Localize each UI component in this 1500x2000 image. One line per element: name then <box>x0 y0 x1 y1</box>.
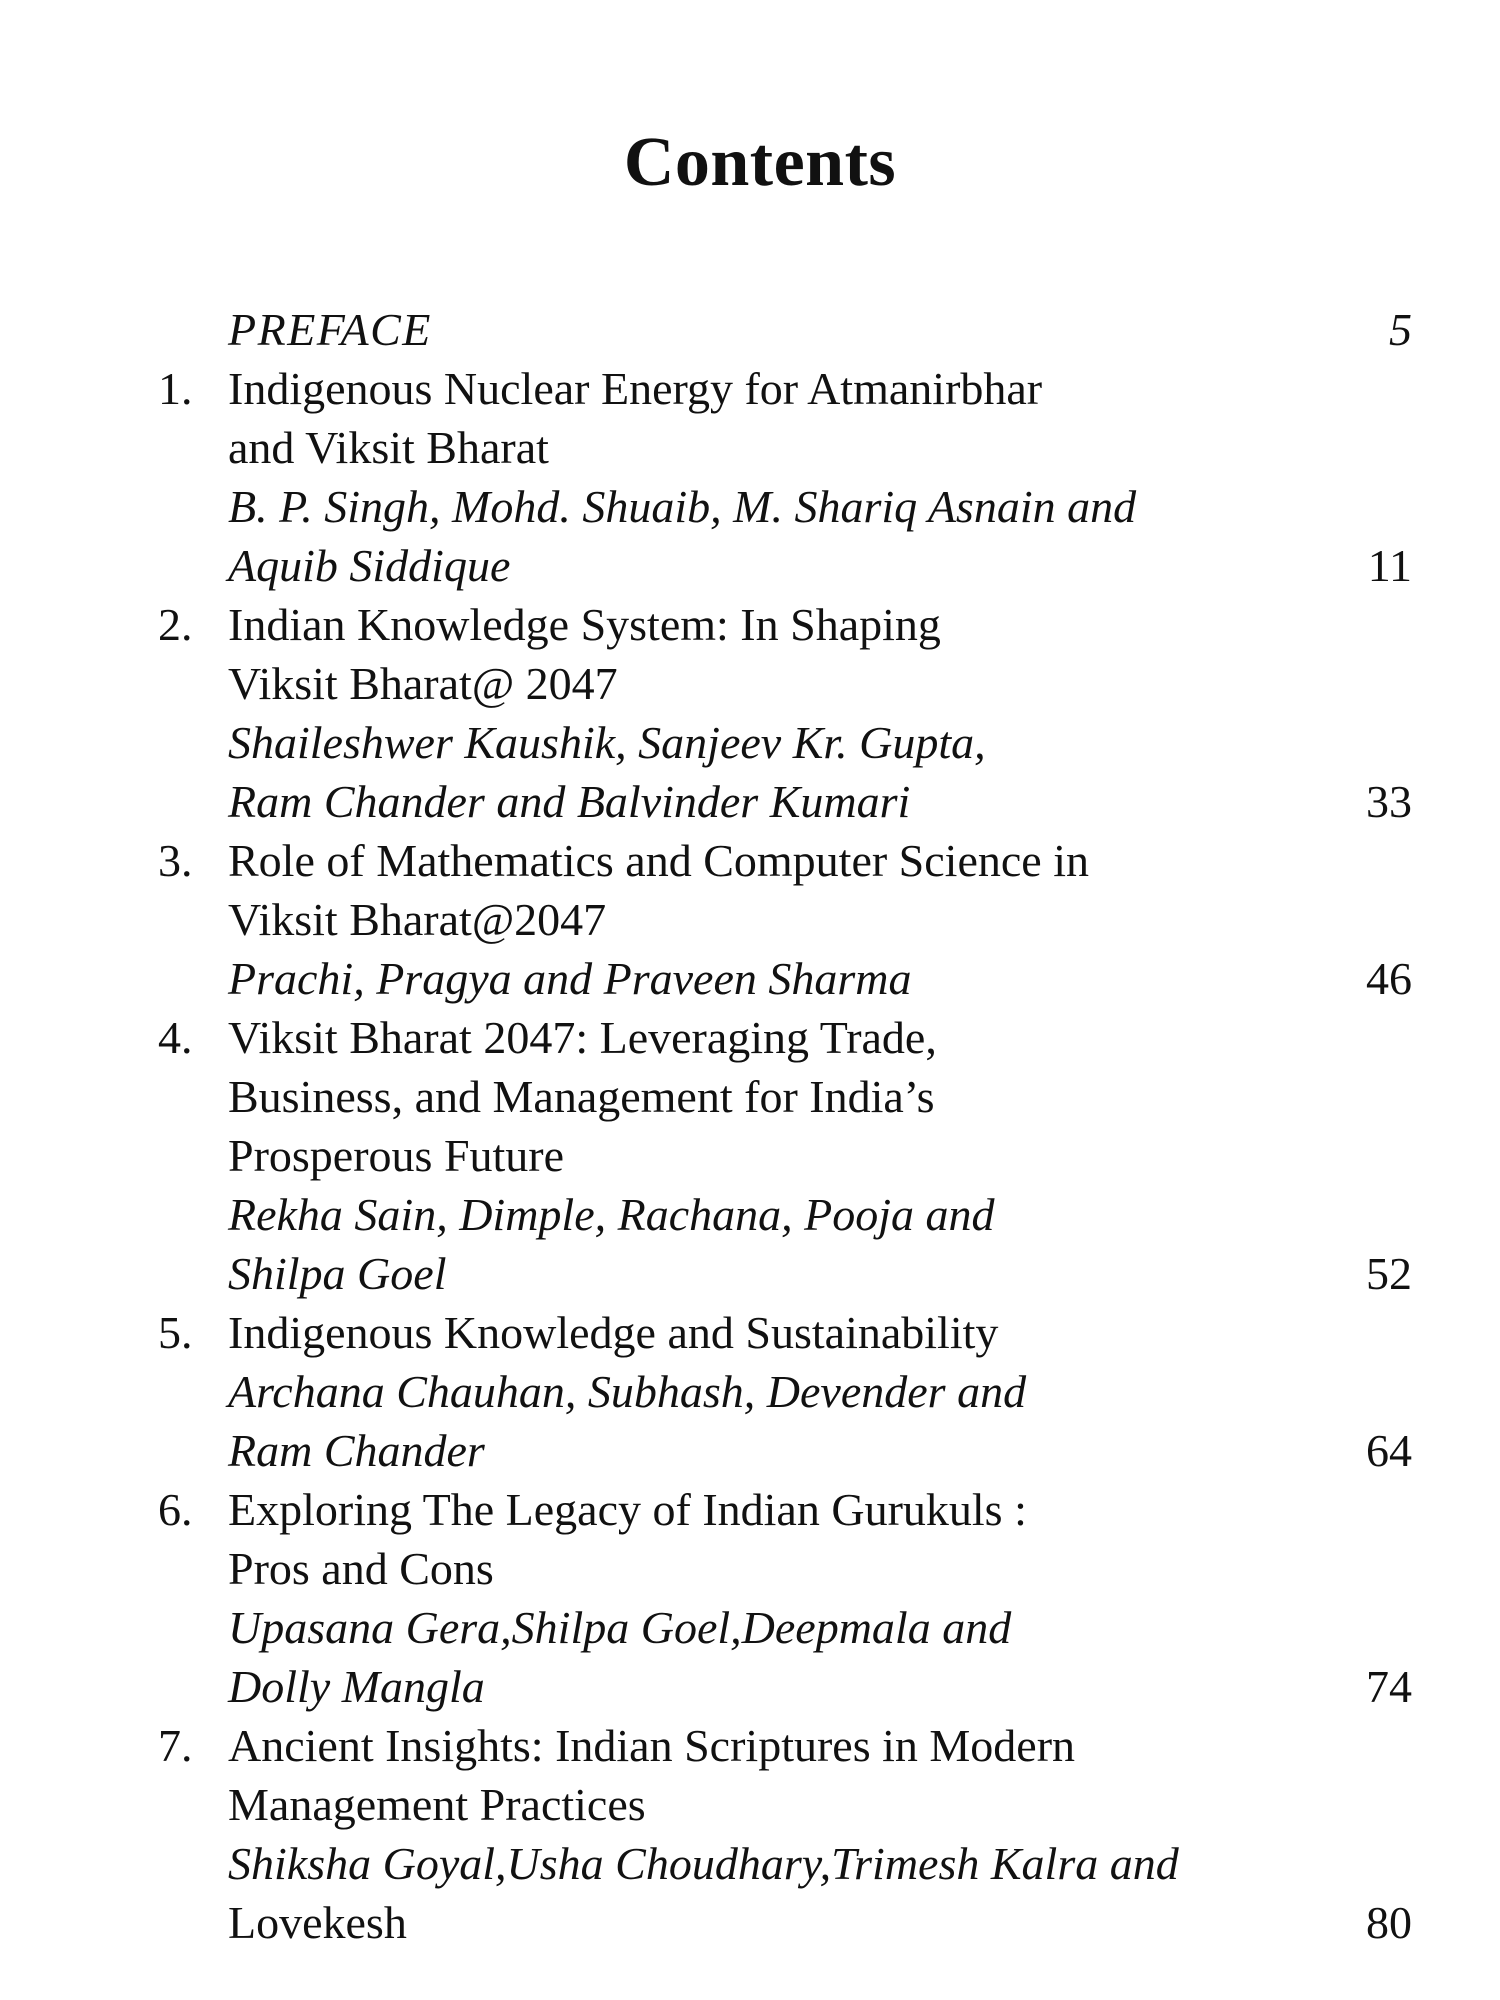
toc-entry-title-line[interactable] <box>0 1775 1500 1834</box>
entry-authors: Prachi, Pragya and Praveen Sharma <box>228 953 912 1004</box>
toc-list <box>0 300 1500 1952</box>
entry-title: Indigenous Knowledge and Sustainability <box>228 1307 999 1358</box>
entry-number: 2. <box>158 599 193 650</box>
toc-entry-title-line[interactable] <box>0 1008 1500 1067</box>
toc-preface-row[interactable] <box>0 300 1500 359</box>
page-number[interactable]: 11 <box>1367 540 1412 591</box>
toc-entry-author-line <box>0 1834 1500 1893</box>
entry-title: Exploring The Legacy of Indian Gurukuls : <box>228 1484 1027 1535</box>
page-number[interactable]: 46 <box>1366 953 1412 1004</box>
toc-entry-title-line[interactable] <box>0 359 1500 418</box>
entry-title: Indian Knowledge System: In Shaping <box>228 599 941 650</box>
page-number[interactable]: 52 <box>1366 1248 1412 1299</box>
toc-entry-author-line <box>0 772 1500 831</box>
page-title: Contents <box>623 124 897 201</box>
toc-entry-title-line[interactable] <box>0 890 1500 949</box>
entry-title: Business, and Management for India’s <box>228 1071 935 1122</box>
toc-entry-title-line[interactable] <box>0 1480 1500 1539</box>
page-number[interactable]: 80 <box>1366 1897 1412 1948</box>
toc-entry-author-line <box>0 477 1500 536</box>
toc-entry-author-line <box>0 1185 1500 1244</box>
toc-entry-title-line[interactable] <box>0 654 1500 713</box>
toc-entry-title-line[interactable] <box>0 1539 1500 1598</box>
page-number[interactable]: 74 <box>1366 1661 1412 1712</box>
toc-entry-author-line <box>0 1421 1500 1480</box>
entry-title: Management Practices <box>228 1779 646 1830</box>
toc-entry-author-line <box>0 1893 1500 1952</box>
entry-title: Viksit Bharat 2047: Leveraging Trade, <box>228 1012 937 1063</box>
entry-authors: Aquib Siddique <box>228 540 511 591</box>
toc-entry-title-line[interactable] <box>0 595 1500 654</box>
entry-number: 7. <box>158 1720 193 1771</box>
entry-authors: Rekha Sain, Dimple, Rachana, Pooja and <box>228 1189 995 1240</box>
toc-entry-author-line <box>0 1244 1500 1303</box>
entry-title: Ancient Insights: Indian Scriptures in Modern <box>228 1720 1076 1771</box>
entry-authors: Shaileshwer Kaushik, Sanjeev Kr. Gupta, <box>228 717 986 768</box>
toc-entry-title-line[interactable] <box>0 1126 1500 1185</box>
preface-label: PREFACE <box>228 304 432 355</box>
page-number[interactable]: 33 <box>1366 776 1412 827</box>
entry-title: Viksit Bharat@2047 <box>228 894 607 945</box>
entry-authors: Ram Chander and Balvinder Kumari <box>228 776 911 827</box>
entry-title: Role of Mathematics and Computer Science in <box>228 835 1089 886</box>
entry-title: Viksit Bharat@ 2047 <box>228 658 618 709</box>
entry-authors: Archana Chauhan, Subhash, Devender and <box>228 1366 1027 1417</box>
toc-entry-author-line <box>0 1598 1500 1657</box>
toc-entry-author-line <box>0 536 1500 595</box>
toc-entry-author-line <box>0 949 1500 1008</box>
toc-entry-title-line[interactable] <box>0 418 1500 477</box>
toc-entry-author-line <box>0 1362 1500 1421</box>
entry-authors: Shiksha Goyal,Usha Choudhary,Trimesh Kalra and <box>228 1838 1179 1889</box>
entry-authors: Dolly Mangla <box>228 1661 485 1712</box>
entry-title: Prosperous Future <box>228 1130 565 1181</box>
toc-entry-title-line[interactable] <box>0 1716 1500 1775</box>
page-number: 5 <box>1389 304 1412 355</box>
toc-entry-author-line <box>0 1657 1500 1716</box>
entry-authors: B. P. Singh, Mohd. Shuaib, M. Shariq Asnain and <box>228 481 1137 532</box>
entry-title: Indigenous Nuclear Energy for Atmanirbhar <box>228 363 1043 414</box>
page-number[interactable]: 64 <box>1366 1425 1412 1476</box>
entry-number: 4. <box>158 1012 193 1063</box>
toc-entry-title-line[interactable] <box>0 831 1500 890</box>
entry-number: 1. <box>158 363 193 414</box>
entry-title: Pros and Cons <box>228 1543 494 1594</box>
entry-authors: Ram Chander <box>228 1425 485 1476</box>
entry-number: 6. <box>158 1484 193 1535</box>
entry-authors: Shilpa Goel <box>228 1248 447 1299</box>
entry-number: 3. <box>158 835 193 886</box>
entry-authors: Lovekesh <box>228 1897 407 1948</box>
toc-entry-title-line[interactable] <box>0 1067 1500 1126</box>
entry-number: 5. <box>158 1307 193 1358</box>
toc-entry-author-line <box>0 713 1500 772</box>
toc-entry-title-line[interactable] <box>0 1303 1500 1362</box>
entry-authors: Upasana Gera,Shilpa Goel,Deepmala and <box>228 1602 1012 1653</box>
entry-title: and Viksit Bharat <box>228 422 549 473</box>
